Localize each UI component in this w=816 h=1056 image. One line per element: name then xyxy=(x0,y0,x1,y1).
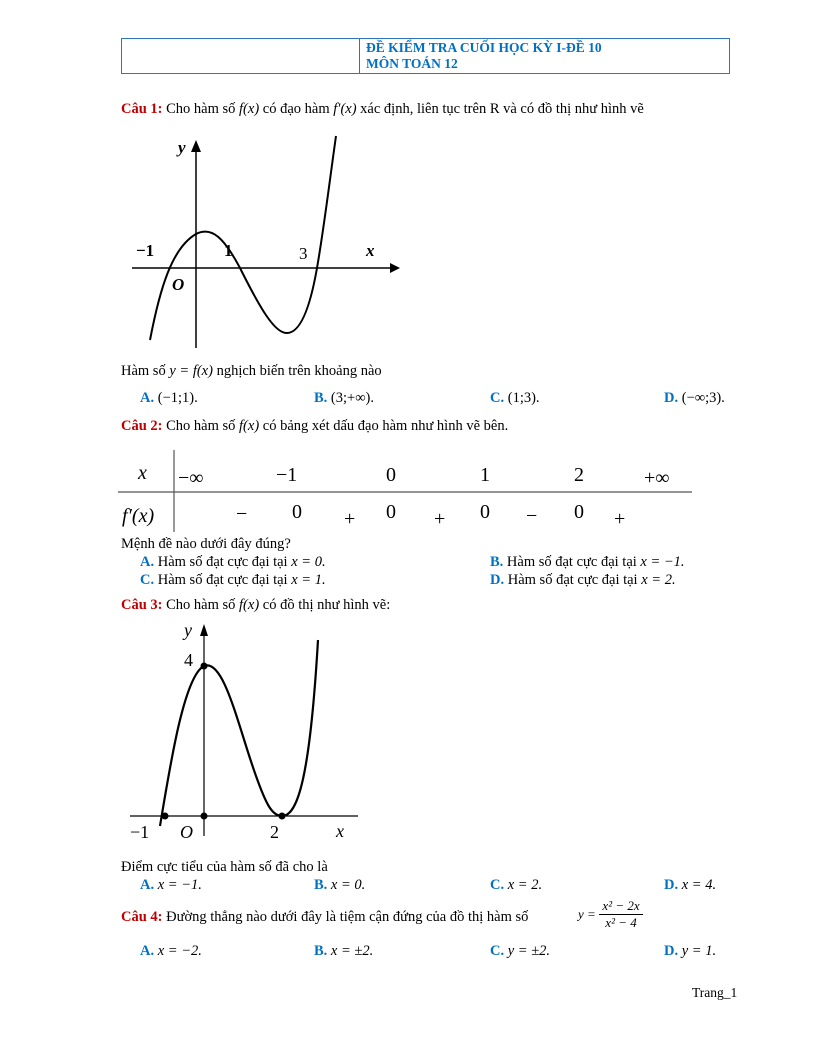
q3-option-a-text: x = −1. xyxy=(157,877,202,893)
q2-option-a-math: x = 0. xyxy=(291,554,326,570)
q2-fx: f(x) xyxy=(239,418,260,434)
q1-option-b[interactable] xyxy=(314,389,374,407)
q4-option-c-text: y = ±2. xyxy=(507,943,551,959)
q2-option-d-text: Hàm số đạt cực đại tại xyxy=(507,572,638,588)
q1-option-d-letter: D. xyxy=(664,390,679,406)
q4-option-b-letter: B. xyxy=(314,943,328,959)
q2-statement xyxy=(121,417,508,435)
q1-option-c-text: (1;3). xyxy=(507,390,540,406)
q3-statement xyxy=(121,596,390,614)
q4-option-c[interactable] xyxy=(490,942,550,960)
page-number: Trang_1 xyxy=(692,985,738,1000)
q3-point-max xyxy=(201,663,208,670)
q1-option-b-letter: B. xyxy=(314,390,328,406)
q2-option-d-math: x = 2. xyxy=(641,572,676,588)
q2-sign-8: 0 xyxy=(574,501,584,523)
q1-graph xyxy=(120,128,400,350)
q3-option-d[interactable] xyxy=(664,876,716,894)
q2-option-b-math: x = −1. xyxy=(640,554,685,570)
q4-option-d[interactable] xyxy=(664,942,716,960)
q2-sign-7: − xyxy=(526,505,538,527)
q2-sign-9: + xyxy=(614,508,626,530)
q2-option-c-math: x = 1. xyxy=(291,572,326,588)
q3-x-label: x xyxy=(336,821,344,841)
q2-option-c[interactable] xyxy=(140,571,326,589)
q3-prompt: Điểm cực tiểu của hàm số đã cho là xyxy=(121,859,328,875)
q3-option-d-text: x = 4. xyxy=(681,877,717,893)
q4-denominator: x² − 4 xyxy=(605,915,637,930)
q3-option-b-letter: B. xyxy=(314,877,328,893)
header-line2: MÔN TOÁN 12 xyxy=(366,56,458,71)
header-title xyxy=(366,40,602,72)
q2-sign-1: − xyxy=(236,503,248,525)
q2-label: Câu 2: xyxy=(121,418,163,434)
q3-y-label: y xyxy=(184,620,192,640)
q1-option-a-text: (−1;1). xyxy=(157,390,198,406)
q4-option-c-letter: C. xyxy=(490,943,505,959)
q4-option-b-text: x = ±2. xyxy=(330,943,374,959)
q3-tick-m1: −1 xyxy=(130,822,150,842)
q3-option-b-text: x = 0. xyxy=(330,877,366,893)
q3-tick-4: 4 xyxy=(184,650,193,670)
q1-option-b-text: (3;+∞). xyxy=(330,390,374,406)
q1-option-a[interactable] xyxy=(140,389,198,407)
q2-option-a-text: Hàm số đạt cực đại tại xyxy=(157,554,288,570)
header-box xyxy=(121,38,730,74)
q2-option-d[interactable] xyxy=(490,571,676,589)
q1-option-d[interactable] xyxy=(664,389,725,407)
q2-x-2: 2 xyxy=(574,464,584,486)
q4-fraction xyxy=(599,898,642,931)
q2-x-1: 1 xyxy=(480,464,490,486)
header-line1: ĐỀ KIỂM TRA CUỐI HỌC KỲ I-ĐỀ 10 xyxy=(366,40,602,55)
q3-option-a[interactable] xyxy=(140,876,202,894)
q1-tick-1: 1 xyxy=(224,241,233,260)
q1-y-label: y xyxy=(178,138,186,157)
q1-x-label: x xyxy=(366,241,375,260)
q2-prompt: Mệnh đề nào dưới đây đúng? xyxy=(121,536,291,552)
q3-option-b[interactable] xyxy=(314,876,365,894)
q4-text: Đường thẳng nào dưới đây là tiệm cận đứng của đồ thị hàm số xyxy=(166,909,529,925)
q1-prompt-math: y = f(x) xyxy=(169,363,213,379)
q2-text-b: có bảng xét dấu đạo hàm như hình vẽ bên. xyxy=(262,418,509,434)
q2-sign-6: 0 xyxy=(480,501,490,523)
q1-y-arrow xyxy=(191,140,201,152)
q1-option-d-text: (−∞;3). xyxy=(681,390,725,406)
q4-statement xyxy=(121,908,528,926)
q2-option-c-text: Hàm số đạt cực đại tại xyxy=(157,572,288,588)
q2-sign-2: 0 xyxy=(292,501,302,523)
q3-point-origin xyxy=(201,813,208,820)
q1-prompt xyxy=(121,362,382,380)
q3-text-a: Cho hàm số xyxy=(166,597,236,613)
q1-fx: f(x) xyxy=(239,101,260,117)
q2-option-a[interactable] xyxy=(140,553,326,571)
q4-option-a-text: x = −2. xyxy=(157,943,202,959)
q3-option-c-text: x = 2. xyxy=(507,877,543,893)
q1-option-c[interactable] xyxy=(490,389,540,407)
q4-option-a-letter: A. xyxy=(140,943,155,959)
q3-graph xyxy=(120,616,360,856)
q3-point-min xyxy=(279,813,286,820)
q1-text-a: Cho hàm số xyxy=(166,101,236,117)
q4-option-d-text: y = 1. xyxy=(681,943,717,959)
q2-sign-table xyxy=(118,448,693,534)
q1-option-c-letter: C. xyxy=(490,390,505,406)
q2-x-label: x xyxy=(138,462,147,484)
q2-x-neg-inf: −∞ xyxy=(178,467,204,489)
q3-label: Câu 3: xyxy=(121,597,163,613)
q4-numerator: x² − 2x xyxy=(599,898,642,915)
q2-option-b-letter: B. xyxy=(490,554,504,570)
q2-option-a-letter: A. xyxy=(140,554,155,570)
q2-option-d-letter: D. xyxy=(490,572,505,588)
q4-option-b[interactable] xyxy=(314,942,373,960)
q4-option-d-letter: D. xyxy=(664,943,679,959)
q3-option-d-letter: D. xyxy=(664,877,679,893)
q4-lhs: y = xyxy=(578,906,596,922)
q3-fx: f(x) xyxy=(239,597,260,613)
q2-sign-3: + xyxy=(344,508,356,530)
q4-option-a[interactable] xyxy=(140,942,202,960)
header-left-cell xyxy=(122,39,360,73)
q3-origin-label: O xyxy=(180,822,193,842)
q3-tick-2: 2 xyxy=(270,822,279,842)
q1-option-a-letter: A. xyxy=(140,390,155,406)
q2-option-b[interactable] xyxy=(490,553,685,571)
q1-tick-m1: −1 xyxy=(136,241,155,260)
q2-sign-4: 0 xyxy=(386,501,396,523)
q3-y-arrow xyxy=(200,624,208,636)
q2-fp-label: f′(x) xyxy=(122,505,155,527)
q4-label: Câu 4: xyxy=(121,909,163,925)
q4-formula xyxy=(578,898,643,931)
q1-origin-label: O xyxy=(172,275,185,294)
q2-x-0: 0 xyxy=(386,464,396,486)
q1-curve xyxy=(150,136,336,340)
q2-x-m1: −1 xyxy=(276,464,298,486)
q3-option-c[interactable] xyxy=(490,876,542,894)
q1-fpx: f′(x) xyxy=(333,101,357,117)
q2-sign-5: + xyxy=(434,508,446,530)
q1-text-b: có đạo hàm xyxy=(262,101,330,117)
q3-point-m1 xyxy=(162,813,169,820)
q1-prompt-b: nghịch biến trên khoảng nào xyxy=(216,363,382,379)
q2-option-b-text: Hàm số đạt cực đại tại xyxy=(506,554,637,570)
q1-text-c: xác định, liên tục trên R và có đồ thị như hình vẽ xyxy=(360,101,644,117)
q1-x-arrow xyxy=(390,263,400,273)
q1-tick-3: 3 xyxy=(299,244,308,263)
q2-option-c-letter: C. xyxy=(140,572,155,588)
q3-option-c-letter: C. xyxy=(490,877,505,893)
q1-label: Câu 1: xyxy=(121,101,163,117)
q2-x-pos-inf: +∞ xyxy=(644,467,670,489)
q2-text-a: Cho hàm số xyxy=(166,418,236,434)
q1-statement xyxy=(121,100,644,118)
q3-text-b: có đồ thị như hình vẽ: xyxy=(262,597,391,613)
q1-prompt-a: Hàm số xyxy=(121,363,166,379)
q3-option-a-letter: A. xyxy=(140,877,155,893)
